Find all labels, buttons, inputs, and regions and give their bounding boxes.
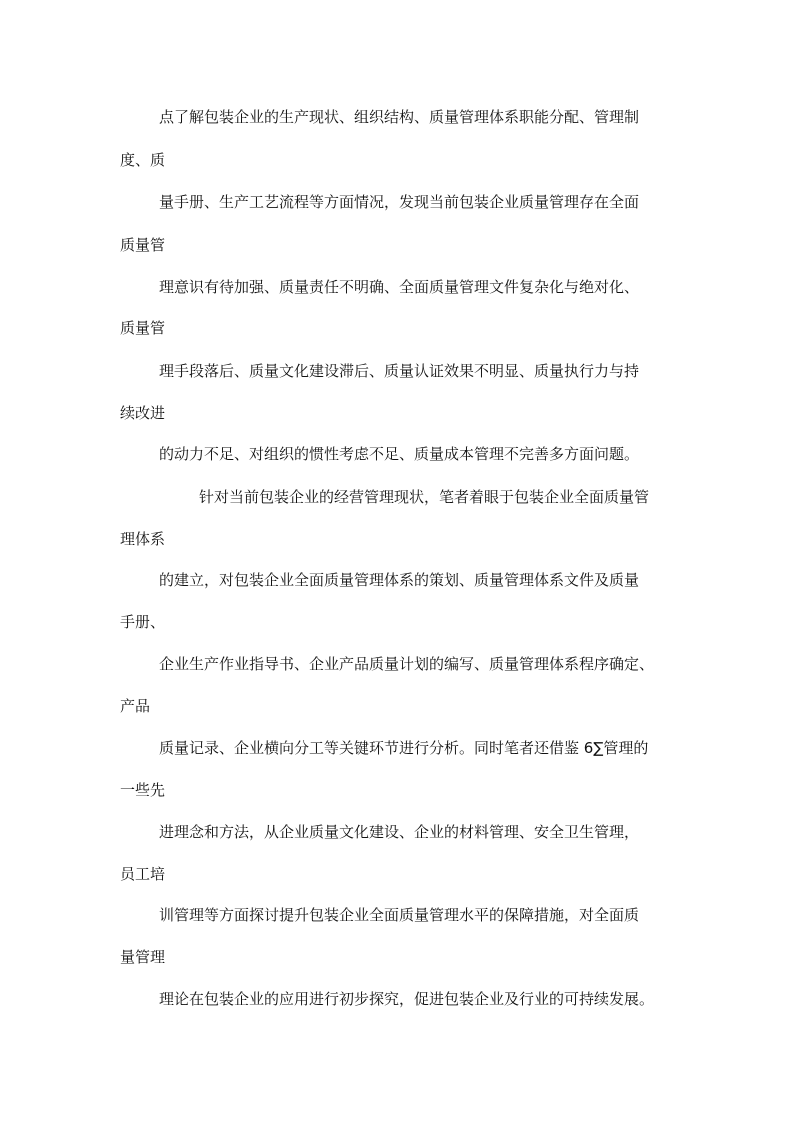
text-line: 续改进 xyxy=(120,404,166,422)
text-line: 质量记录、企业横向分工等关键环节进行分析。同时笔者还借鉴 6∑管理的 xyxy=(159,739,649,757)
text-line: 针对当前包装企业的经营管理现状，笔者着眼于包装企业全面质量管 xyxy=(199,488,650,506)
text-line: 度、质 xyxy=(120,151,166,169)
text-line: 企业生产作业指导书、企业产品质量计划的编写、质量管理体系程序确定、 xyxy=(159,655,655,673)
text-line: 手册、 xyxy=(120,613,166,631)
text-line: 产品 xyxy=(120,697,151,715)
text-line: 质量管 xyxy=(120,236,166,254)
text-line: 理手段落后、质量文化建设滞后、质量认证效果不明显、质量执行力与持 xyxy=(159,362,640,380)
text-line: 理体系 xyxy=(120,530,166,548)
text-line: 量手册、生产工艺流程等方面情况，发现当前包装企业质量管理存在全面 xyxy=(159,193,640,211)
text-line: 理意识有待加强、质量责任不明确、全面质量管理文件复杂化与绝对化、 xyxy=(159,278,640,296)
text-line: 一些先 xyxy=(120,781,166,799)
text-line: 质量管 xyxy=(120,319,166,337)
text-line: 员工培 xyxy=(120,865,166,883)
text-line: 点了解包装企业的生产现状、组织结构、质量管理体系职能分配、管理制 xyxy=(159,108,640,126)
text-line: 的建立，对包装企业全面质量管理体系的策划、质量管理体系文件及质量 xyxy=(159,571,640,589)
text-line: 理论在包装企业的应用进行初步探究，促进包装企业及行业的可持续发展。 xyxy=(159,990,655,1008)
text-line: 进理念和方法，从企业质量文化建设、企业的材料管理、安全卫生管理， xyxy=(159,823,640,841)
text-line: 量管理 xyxy=(120,948,166,966)
text-line: 训管理等方面探讨提升包装企业全面质量管理水平的保障措施，对全面质 xyxy=(159,906,640,924)
text-line: 的动力不足、对组织的惯性考虑不足、质量成本管理不完善多方面问题。 xyxy=(159,445,640,463)
